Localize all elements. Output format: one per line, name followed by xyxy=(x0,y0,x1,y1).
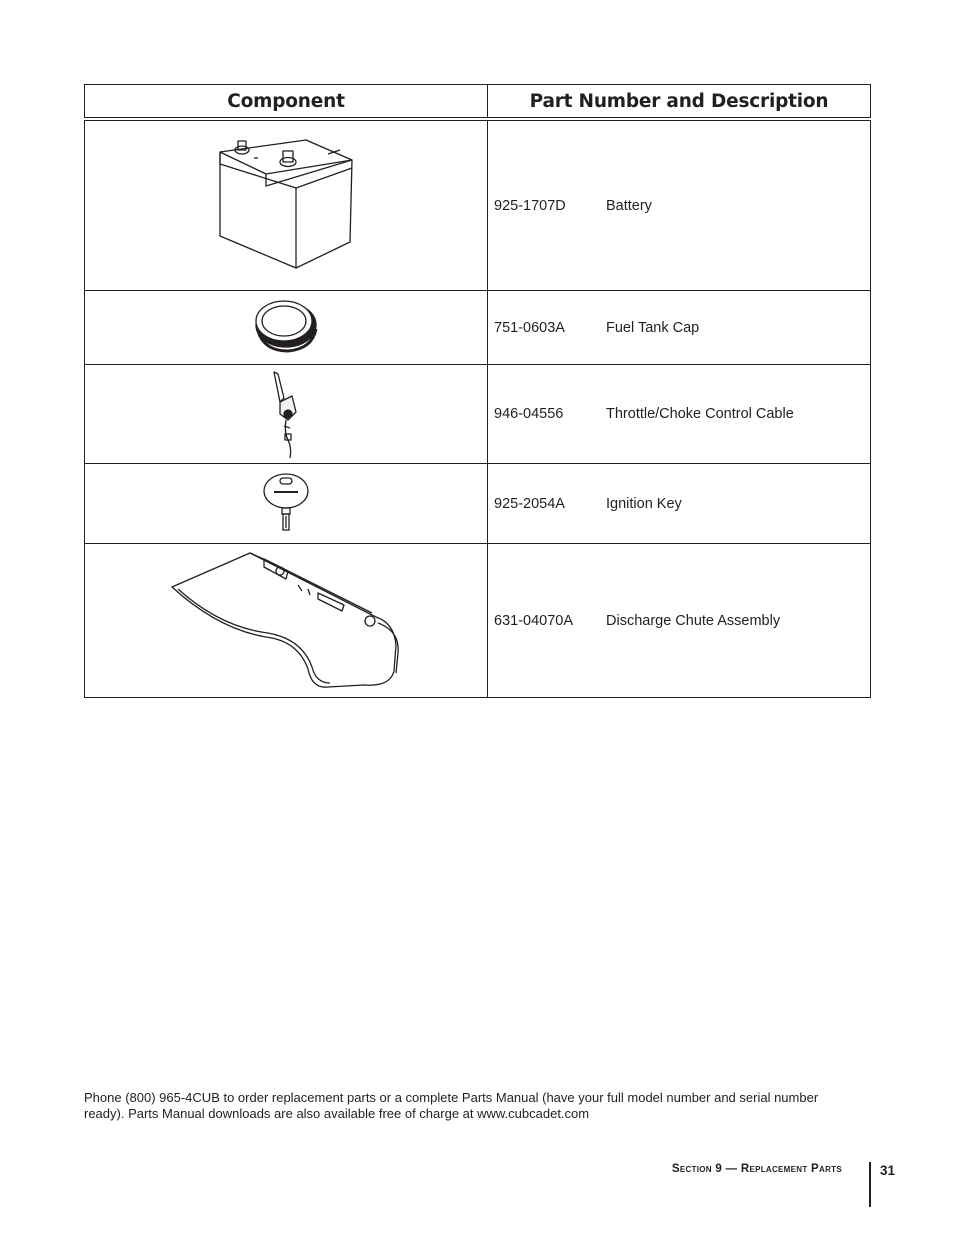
component-cell xyxy=(85,365,488,463)
part-description: Battery xyxy=(606,197,652,214)
header-component: Component xyxy=(85,85,488,117)
description-cell xyxy=(488,464,870,543)
table-header xyxy=(84,84,871,118)
discharge-chute-icon xyxy=(168,549,404,693)
part-number: 751-0603A xyxy=(494,319,565,336)
component-cell xyxy=(85,544,488,697)
page-number: 31 xyxy=(880,1163,896,1178)
ordering-note: Phone (800) 965-4CUB to order replacement parts or a complete Parts Manual (have your full model number and serial number ready). Parts Manual downloads are also available free of charge at www.cubcadet.com xyxy=(84,1090,819,1121)
header-part-number: Part Number and Description xyxy=(529,90,829,112)
part-number: 946-04556 xyxy=(494,406,564,422)
part-description: Discharge Chute Assembly xyxy=(606,612,781,629)
table-row xyxy=(85,463,870,543)
component-cell xyxy=(85,121,488,290)
description-cell xyxy=(488,291,870,364)
description-cell xyxy=(488,365,870,463)
description-cell xyxy=(488,544,870,697)
ignition-key-icon xyxy=(260,472,312,536)
component-cell xyxy=(85,464,488,543)
component-cell xyxy=(85,291,488,364)
part-description: Throttle/Choke Control Cable xyxy=(606,406,794,422)
part-description: Ignition Key xyxy=(606,495,682,512)
section-label: Section 9 — Replacement Parts xyxy=(671,1163,842,1175)
part-number: 925-1707D xyxy=(494,197,566,214)
part-number: 925-2054A xyxy=(494,495,565,512)
description-cell xyxy=(488,121,870,290)
part-number: 631-04070A xyxy=(494,612,574,629)
footer-divider xyxy=(869,1162,871,1207)
fuel-cap-icon xyxy=(250,297,322,359)
parts-table xyxy=(84,84,871,698)
table-body xyxy=(84,120,871,698)
table-row xyxy=(85,121,870,290)
part-description: Fuel Tank Cap xyxy=(606,319,700,336)
table-row xyxy=(85,364,870,463)
table-row xyxy=(85,290,870,364)
table-row xyxy=(85,543,870,697)
battery-icon xyxy=(216,138,356,273)
throttle-cable-icon xyxy=(266,368,306,460)
